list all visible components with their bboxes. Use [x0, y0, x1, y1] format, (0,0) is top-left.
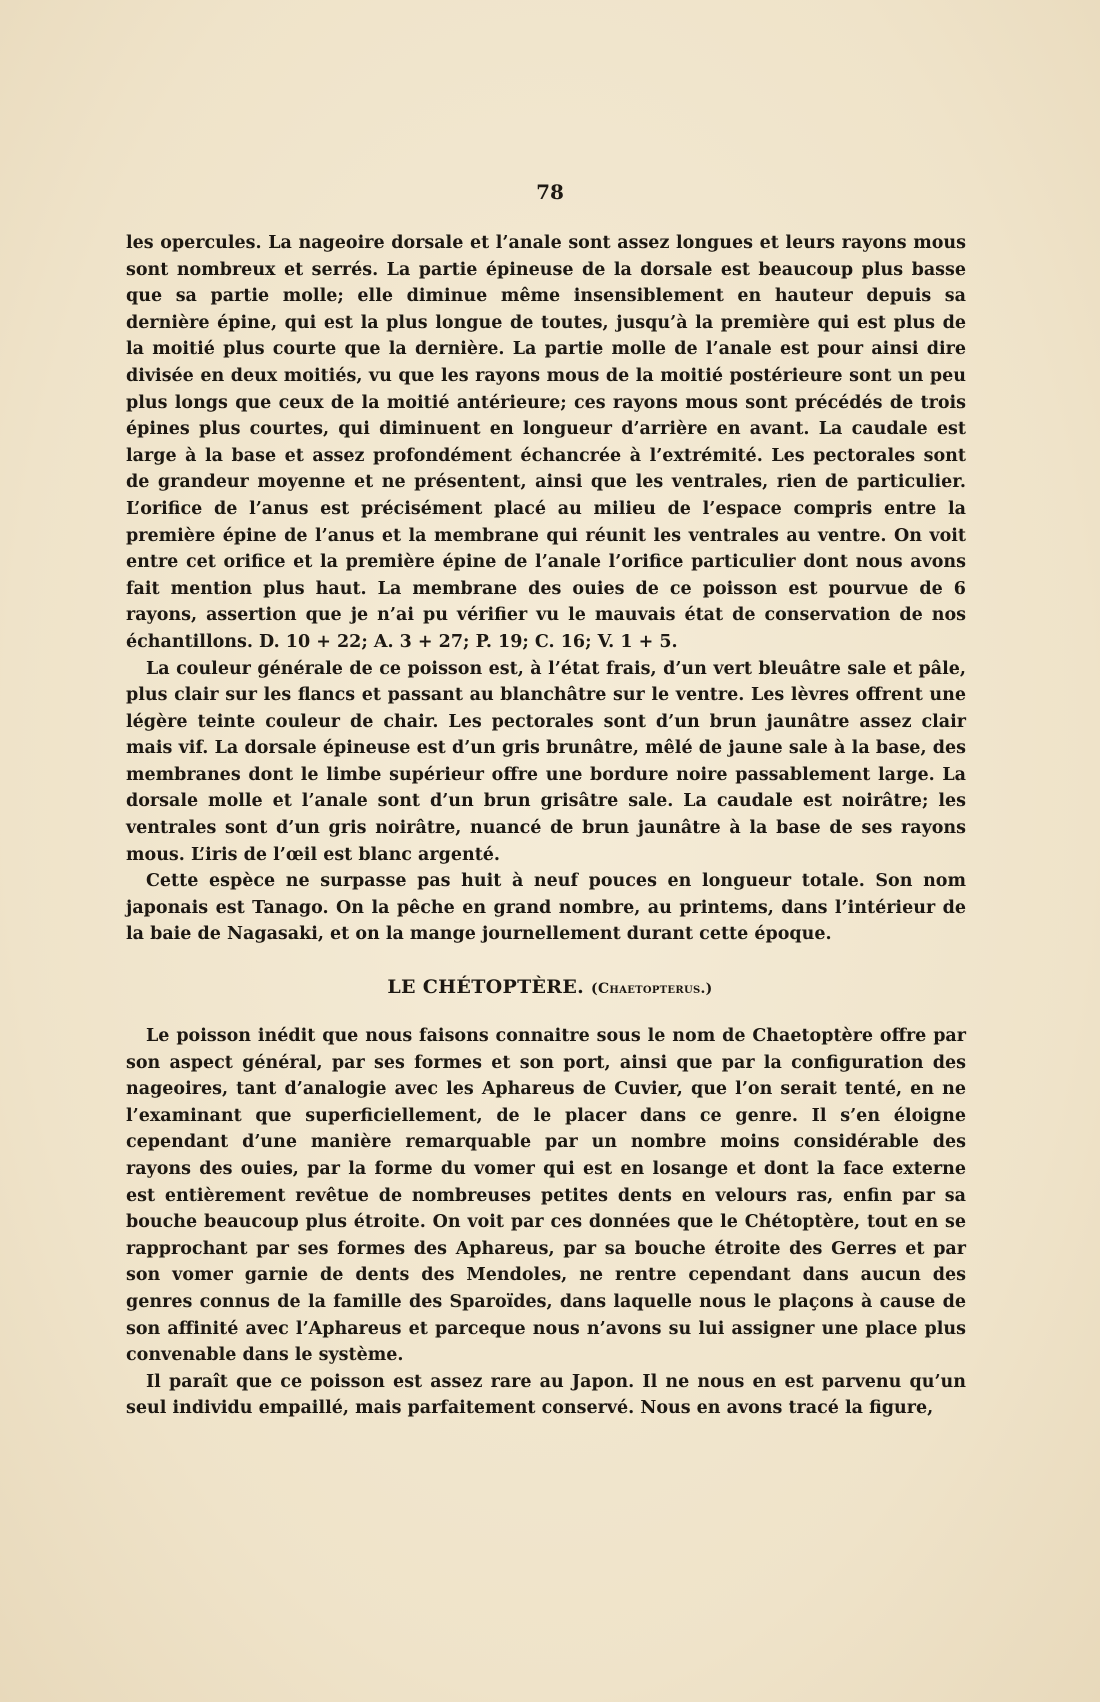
- paragraph: Il paraît que ce poisson est assez rare au Japon. Il ne nous en est parvenu qu’un seul individu empaillé, mais parfaitement conservé. Nous en avons tracé la figure,: [126, 1371, 966, 1419]
- section-latin-name: (Chaetopterus.): [591, 981, 713, 997]
- text-block-top: [126, 230, 966, 948]
- paragraph: Cette espèce ne surpasse pas huit à neuf pouces en longueur totale. Son nom japonais est Tanago. On la pêche en grand nombre, au printems, dans l’intérieur de la baie de Nagasaki, et on la mange journellement durant cette époque.: [126, 871, 966, 945]
- text-block-bottom: [126, 1023, 966, 1422]
- page-number: 78: [536, 180, 564, 204]
- paragraph: Le poisson inédit que nous faisons connaitre sous le nom de Chaetoptère offre par son aspect général, par ses formes et son port, ainsi que par la configuration des nageoires, tant d’analogie avec les Aphareus de Cuvier, que l’on serait tenté, en ne l’examinant que superficiellement, de le placer dans ce genre. Il s’en éloigne cependant d’une manière remarquable par un nombre moins considérable des rayons des ouies, par la forme du vomer qui est en losange et dont la face externe est entièrement revêtue de nombreuses petites dents en velours ras, enfin par sa bouche beaucoup plus étroite. On voit par ces données que le Chétoptère, tout en se rapprochant par ses formes des Aphareus, par sa bouche étroite des Gerres et par son vomer garnie de dents des Mendoles, ne rentre cependant dans aucun des genres connus de la famille des Sparoïdes, dans laquelle nous le plaçons à cause de son affinité avec l’Aphareus et parceque nous n’avons su lui assigner une place plus convenable dans le système.: [126, 1026, 966, 1366]
- paragraph: les opercules. La nageoire dorsale et l’anale sont assez longues et leurs rayons mous sont nombreux et serrés. La partie épineuse de la dorsale est beaucoup plus basse que sa partie molle; elle diminue même insensiblement en hauteur depuis sa dernière épine, qui est la plus longue de toutes, jusqu’à la première qui est plus de la moitié plus courte que la dernière. La partie molle de l’anale est pour ainsi dire divisée en deux moitiés, vu que les rayons mous de la moitié postérieure sont un peu plus longs que ceux de la moitié antérieure; ces rayons mous sont précédés de trois épines plus courtes, qui diminuent en longueur d’arrière en avant. La caudale est large à la base et assez profondément échancrée à l’extrémité. Les pectorales sont de grandeur moyenne et ne présentent, ainsi que les ventrales, rien de particulier. L’orifice de l’anus est précisément placé au milieu de l’espace compris entre la première épine de l’anus et la membrane qui réunit les ventrales au ventre. On voit entre cet orifice et la première épine de l’anale l’orifice particulier dont nous avons fait mention plus haut. La membrane des ouies de ce poisson est pourvue de 6 rayons, assertion que je n’ai pu vérifier vu le mauvais état de conservation de nos échantillons. D. 10 + 22; A. 3 + 27; P. 19; C. 16; V. 1 + 5.: [126, 233, 966, 652]
- section-heading: [0, 976, 1100, 998]
- paragraph: La couleur générale de ce poisson est, à l’état frais, d’un vert bleuâtre sale et pâle, plus clair sur les flancs et passant au blanchâtre sur le ventre. Les lèvres offrent une légère teinte couleur de chair. Les pectorales sont d’un brun jaunâtre assez clair mais vif. La dorsale épineuse est d’un gris brunâtre, mêlé de jaune sale à la base, des membranes dont le limbe supérieur offre une bordure noire passablement large. La dorsale molle et l’anale sont d’un brun grisâtre sale. La caudale est noirâtre; les ventrales sont d’un gris noirâtre, nuancé de brun jaunâtre à la base de ses rayons mous. L’iris de l’œil est blanc argenté.: [126, 658, 966, 865]
- section-title: LE CHÉTOPTÈRE.: [387, 976, 585, 998]
